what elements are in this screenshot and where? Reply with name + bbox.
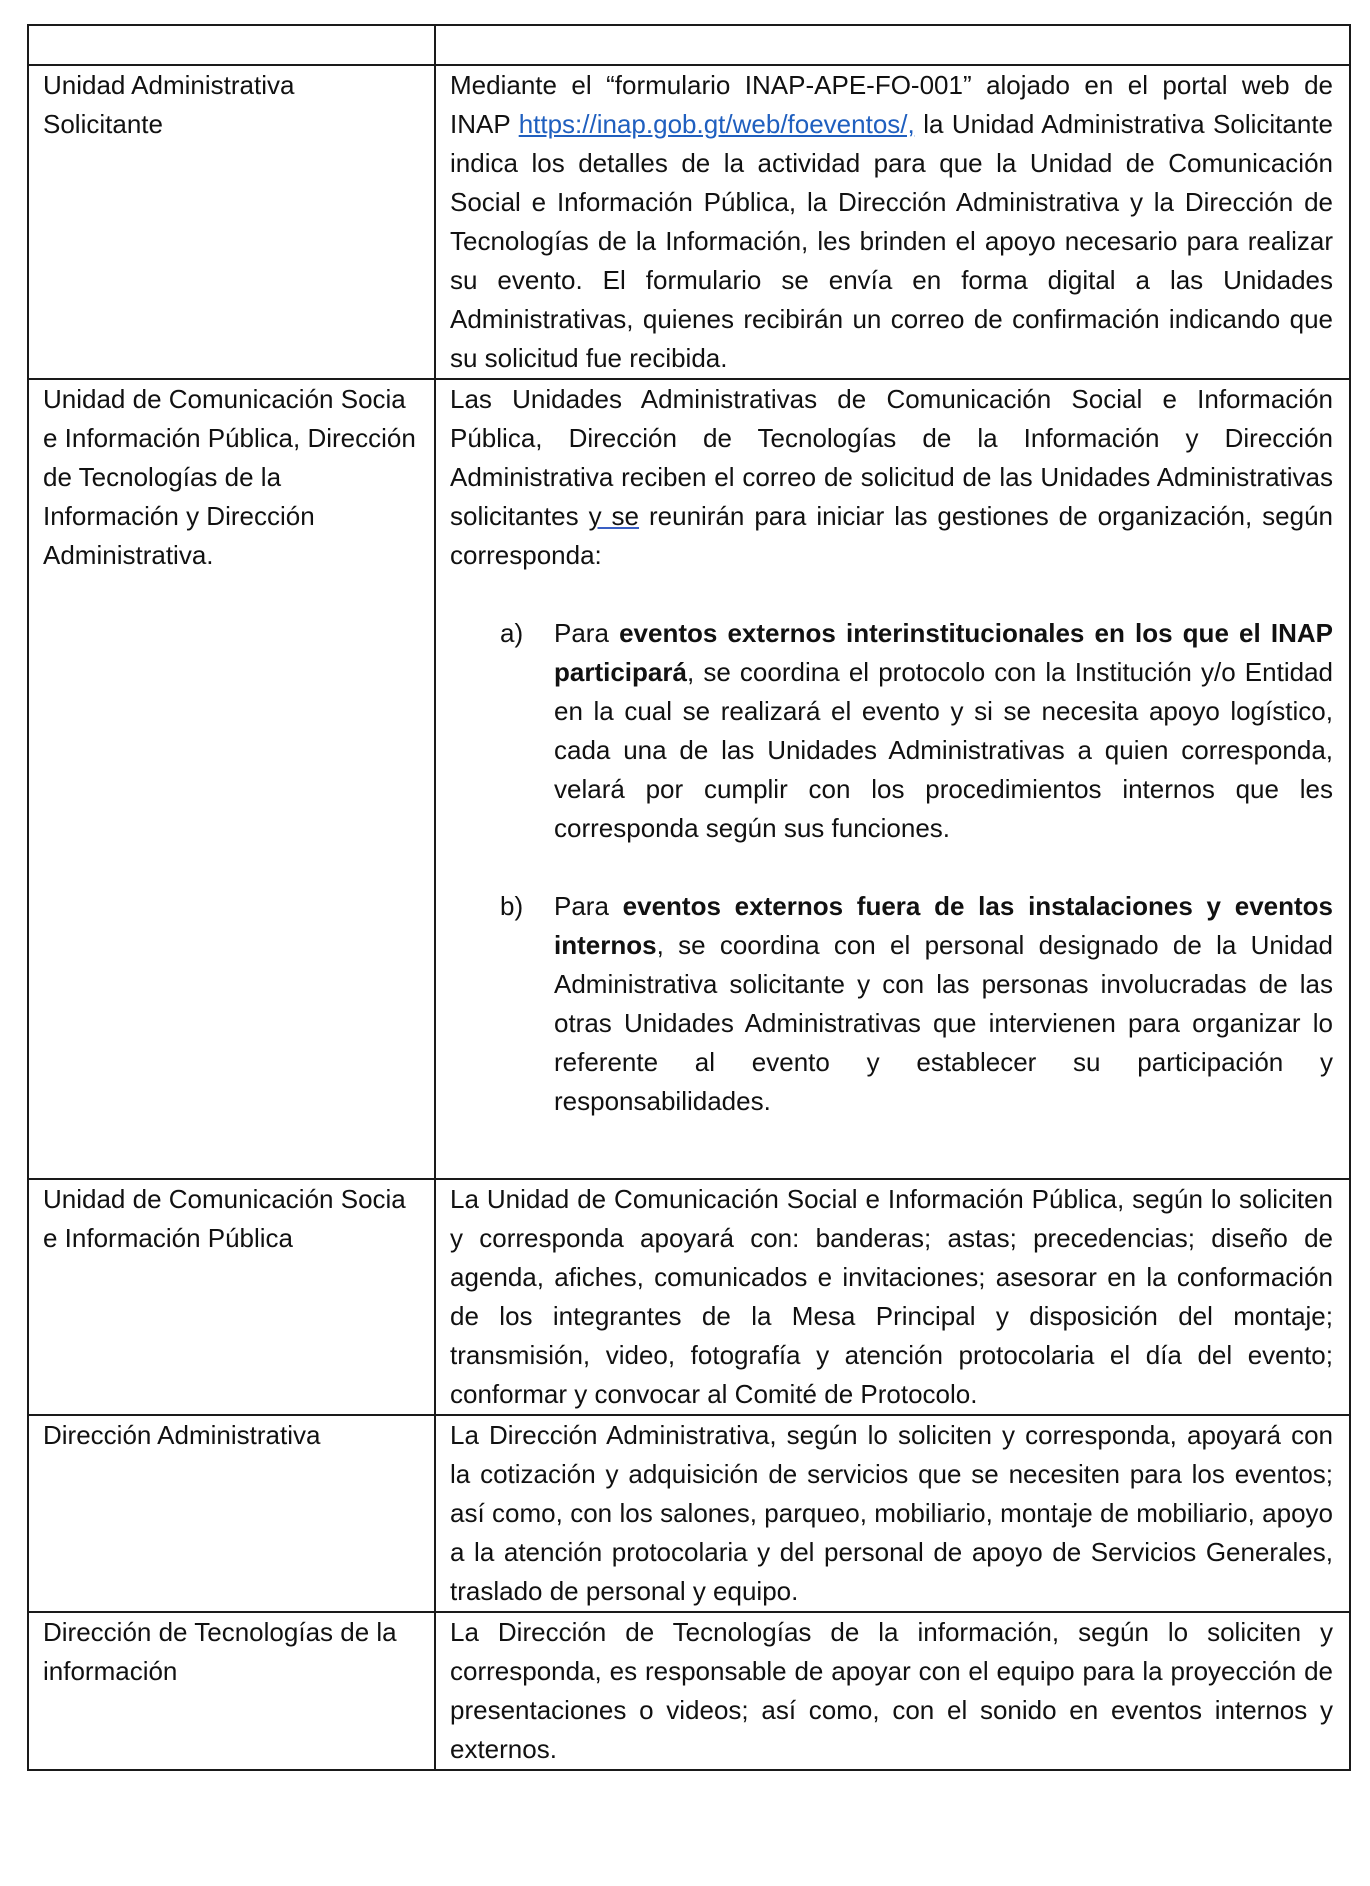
row-description [435,1415,1350,1612]
empty-cell-right [435,25,1350,65]
row-description [435,379,1350,1179]
empty-header-row [28,25,1350,65]
bold-text: eventos externos interinstitucionales en los que el INAP participará [554,618,1333,687]
text-segment: Para [554,618,620,648]
row-label [28,1179,435,1415]
table-row [28,1179,1350,1415]
event-type-list [450,614,1333,1121]
row-label-text: Dirección Administrativa [43,1420,321,1450]
text-segment: , se coordina el protocolo con la Institución y/o Entidad en la cual se realizará el evento y si se necesita apoyo logístico, cada una de las Unidades Administrativas a quien corresponda, velará por cumplir con los procedimientos internos que les corresponda según sus funciones. [554,657,1333,843]
row-label [28,1612,435,1770]
text-segment: Mediante el “formulario INAP-APE-FO-001” alojado en el portal web de INAP [450,70,1333,139]
row-label-text: Unidad Administrativa Solicitante [43,70,295,139]
table-row [28,65,1350,379]
description-text: La Dirección de Tecnologías de la información, según lo soliciten y corresponda, es responsable de apoyar con el equipo para la proyección de presentaciones o videos; así como, con el sonido en eventos internos y externos. [450,1617,1333,1764]
row-description [435,65,1350,379]
document-page [27,24,1351,1771]
list-marker: b) [500,891,524,921]
foeventos-link[interactable]: https://inap.gob.gt/web/foeventos/, [518,109,915,139]
list-marker: a) [500,618,524,648]
description-text [450,66,1333,378]
underlined-text: y se [588,501,640,531]
row-label [28,379,435,1179]
row-label-text: Unidad de Comunicación Socia e Información Pública, Dirección de Tecnologías de la Información y Dirección Administrativa. [43,384,416,570]
row-label-text: Dirección de Tecnologías de la información [43,1617,397,1686]
list-item [450,614,1333,848]
description-text: La Dirección Administrativa, según lo soliciten y corresponda, apoyará con la cotización y adquisición de servicios que se necesiten para los eventos; así como, con los salones, parqueo, mobiliario, montaje de mobiliario, apoyo a la atención protocolaria y del personal de apoyo de Servicios Generales, traslado de personal y equipo. [450,1420,1333,1606]
row-label [28,65,435,379]
text-segment: la Unidad Administrativa Solicitante indica los detalles de la actividad para que la Unidad de Comunicación Social e Información Pública, la Dirección Administrativa y la Dirección de Tecnologías de la Información, les brinden el apoyo necesario para realizar su evento. El formulario se envía en forma digital a las Unidades Administrativas, quienes recibirán un correo de confirmación indicando que su solicitud fue recibida. [450,109,1334,373]
table-row [28,379,1350,1179]
text-segment: , se coordina con el personal designado de la Unidad Administrativa solicitante y con las personas involucradas de las otras Unidades Administrativas que intervienen para organizar lo referente al evento y establecer su participación y responsabilidades. [554,930,1333,1116]
description-text [450,380,1333,575]
text-segment: Para [554,891,623,921]
bold-text: eventos externos fuera de las instalaciones y eventos internos [554,891,1333,960]
list-item [450,887,1333,1121]
text-segment: Las Unidades Administrativas de Comunicación Social e Información Pública, Dirección de Tecnologías de la Información y Dirección Administrativa reciben el correo de solicitud de las Unidades Administrativas solicitantes [450,384,1333,531]
row-description [435,1179,1350,1415]
table-row [28,1612,1350,1770]
row-label [28,1415,435,1612]
empty-cell-left [28,25,435,65]
description-text: La Unidad de Comunicación Social e Información Pública, según lo soliciten y corresponda apoyará con: banderas; astas; precedencias; diseño de agenda, afiches, comunicados e invitaciones; asesorar en la conformación de los integrantes de la Mesa Principal y disposición del montaje; transmisión, video, fotografía y atención protocolaria el día del evento; conformar y convocar al Comité de Protocolo. [450,1184,1333,1409]
row-label-text: Unidad de Comunicación Socia e Información Pública [43,1184,406,1253]
row-description [435,1612,1350,1770]
table-row [28,1415,1350,1612]
text-segment: reunirán para iniciar las gestiones de organización, según corresponda: [450,501,1334,570]
responsibility-table [27,24,1351,1771]
